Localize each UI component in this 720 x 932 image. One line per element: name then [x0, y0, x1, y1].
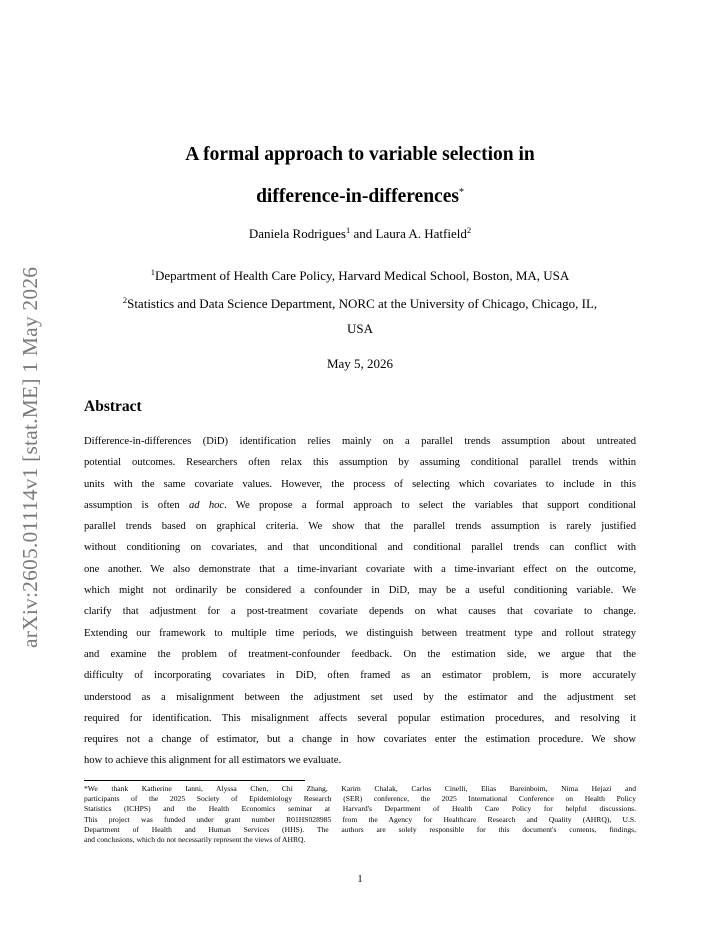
title-line-2 [84, 174, 636, 216]
abstract-line: requires not a change of estimator, but a change in how covariates enter the estimation procedure. We show [84, 734, 636, 746]
abstract-line: required for identification. This misalignment affects several popular estimation procedures, and resolving it [84, 712, 636, 724]
abstract-line: and examine the problem of treatment-confounder feedback. On the estimation side, we argue that the [84, 648, 636, 660]
author-list [84, 225, 636, 242]
affiliation-text: USA [346, 321, 373, 336]
abstract-line: one another. We also demonstrate that a time-invariant covariate with a time-invariant effect on the outcome, [84, 563, 636, 575]
abstract-heading: Abstract [84, 398, 142, 415]
abstract-line: difficulty of incorporating covariates in DiD, often framed as an estimator problem, is more accurately [84, 670, 636, 682]
footnote-line: *We thank Katherine Ianni, Alyssa Chen, Chi Zhang, Karim Chalak, Carlos Cinelli, Elias Bareinboim, Nima Hejazi and [84, 784, 636, 793]
title-line-2-text: difference-in-differences [256, 186, 459, 207]
page-number: 1 [357, 874, 363, 885]
affiliation-mark: 2 [122, 295, 128, 305]
abstract-text: assumption is often [84, 499, 189, 511]
footnote-rule [84, 780, 305, 781]
acknowledgement-footnote [84, 784, 636, 845]
footnote-line: and conclusions, which do not necessarily represent the views of AHRQ. [84, 835, 306, 845]
title-footnote-mark: * [458, 187, 464, 198]
abstract-line: parallel trends based on graphical criteria. We show that the parallel trends assumption is rarely justified [84, 521, 636, 533]
abstract-line: which might not ordinarily be considered a confounder in DiD, may be a useful conditioning variable. We [84, 585, 636, 597]
arxiv-identifier: arXiv:2605.01114v1 [stat.ME] 1 May 2026 [18, 266, 42, 648]
abstract-text: . We propose a formal approach to select the variables that support conditional [224, 499, 636, 511]
publication-date: May 5, 2026 [326, 356, 394, 371]
abstract-line: Extending our framework to multiple time periods, we distinguish between treatment type and rollout strategy [84, 627, 636, 639]
abstract-line: how to achieve this alignment for all estimators we evaluate. [84, 755, 342, 767]
footnote-line: Department of Health and Human Services (HHS). The authors are solely responsible for this document's contents, findings, [84, 824, 636, 834]
affiliation-mark: 1 [150, 267, 155, 277]
abstract-italic-term: ad hoc [188, 499, 225, 511]
abstract-line: Difference-in-differences (DiD) identification relies mainly on a parallel trends assumption about untreated [84, 436, 636, 447]
abstract-line: understood as a misalignment between the adjustment set used by the estimator and the adjustment set [84, 691, 636, 703]
footnote-line: Statistics (ICHPS) and the Health Economics seminar at Harvard's Department of Health Care Policy for helpful discussions. [84, 804, 636, 814]
author-name: Laura A. Hatfield [375, 226, 467, 241]
affiliations [84, 260, 636, 341]
affiliation-mark: 1 [346, 225, 351, 235]
paper-title [84, 136, 636, 216]
affiliation-mark: 2 [466, 225, 472, 235]
abstract-line: units with the same covariate values. However, the process of selecting which covariates to include in this [84, 478, 636, 490]
abstract-line [84, 495, 636, 516]
author-conjunction: and [350, 226, 376, 241]
abstract-line: clarify that adjustment for a post-treatment covariate depends on what causes that covariate to change. [84, 606, 636, 618]
title-line-1: A formal approach to variable selection in [185, 144, 535, 165]
author-name: Daniela Rodrigues [248, 226, 346, 241]
affiliation-text: Statistics and Data Science Department, NORC at the University of Chicago, Chicago, IL, [127, 296, 598, 311]
affiliation-2-continued [84, 316, 636, 341]
affiliation-2 [84, 288, 636, 316]
abstract-line: without conditioning on covariates, and that unconditional and conditional parallel trends can conflict with [84, 542, 636, 554]
abstract-line: potential outcomes. Researchers often relax this assumption by assuming conditional parallel trends within [84, 457, 636, 469]
footnote-line: This project was funded under grant number R01HS028985 from the Agency for Healthcare Research and Quality (AHRQ), U.S. [84, 814, 636, 824]
affiliation-text: Department of Health Care Policy, Harvard Medical School, Boston, MA, USA [154, 268, 570, 283]
abstract-body [84, 431, 636, 772]
footnote-line: participants of the 2025 Society of Epidemiology Research (SER) conference, the 2025 International Conference on Health Policy [84, 794, 636, 804]
affiliation-1 [84, 260, 636, 288]
